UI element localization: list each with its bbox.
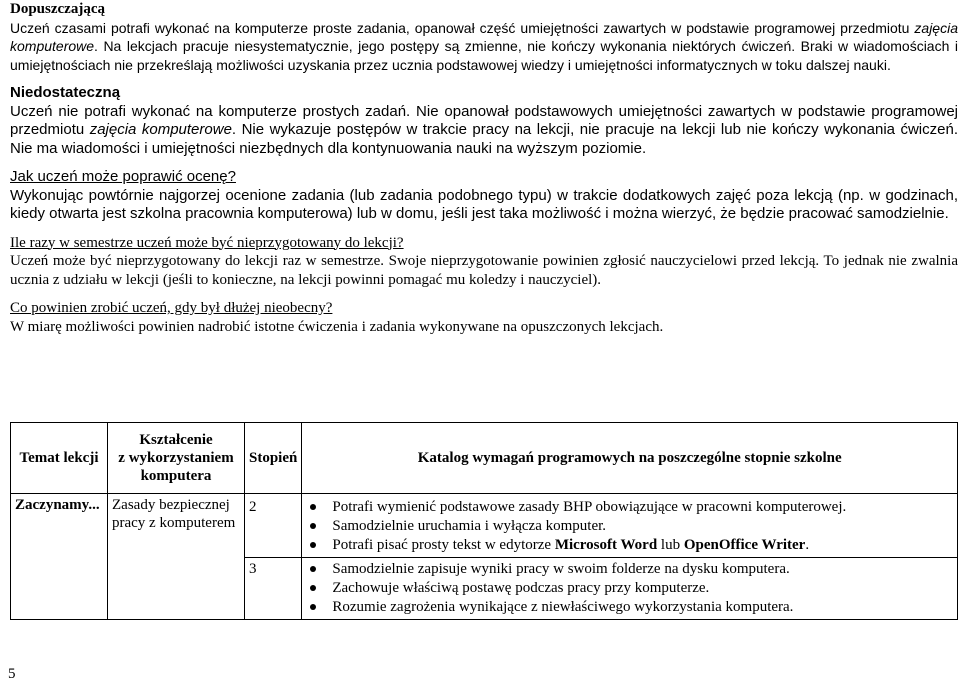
- header-computer-education: [108, 423, 245, 494]
- answer-paragraph: Uczeń może być nieprzygotowany do lekcji raz w semestrze. Swoje nieprzygotowanie powinien zgłosić nauczycielowi przed lekcją. To jednak nie zwalnia ucznia z udziału w lekcji (jeśli to konieczne, na lekcji powinni pomagać mu koledzy i nauczyciel).: [10, 253, 958, 288]
- document-page: [10, 0, 958, 615]
- grade-cell: 2: [245, 494, 302, 558]
- header-topic: Temat lekcji: [11, 423, 108, 494]
- item-text: .: [805, 537, 810, 553]
- software-name: Microsoft Word: [554, 537, 658, 553]
- section-title: Niedostateczną: [10, 84, 121, 101]
- header-grade: Stopień: [245, 423, 302, 494]
- list-item: [332, 536, 953, 554]
- section-poprawa: [10, 168, 958, 224]
- list-item: Samodzielnie zapisuje wyniki pracy w swoim folderze na dysku komputera.: [332, 560, 953, 578]
- section-paragraph: [10, 19, 958, 75]
- table-row: [11, 494, 958, 558]
- question-heading: Jak uczeń może poprawić ocenę?: [10, 168, 236, 185]
- header-catalog: Katalog wymagań programowych na poszczególne stopnie szkolne: [302, 423, 958, 494]
- paragraph-text: Uczeń nie potrafi wykonać na komputerze prostych zadań. Nie opanował podstawowych umiejętności zawartych w podstawie programowej przedmiotu: [10, 102, 958, 138]
- subject-name: zajęcia komputerowe: [89, 121, 232, 138]
- software-name: OpenOffice Writer: [683, 537, 806, 553]
- lesson-topic-cell: Zaczynamy...: [11, 494, 108, 620]
- section-paragraph: [10, 103, 958, 159]
- requirements-cell: [302, 558, 958, 620]
- header-line: z wykorzystaniem: [118, 450, 234, 466]
- section-niedostateczna: [10, 84, 958, 158]
- list-item: Potrafi wymienić podstawowe zasady BHP obowiązujące w pracowni komputerowej.: [332, 498, 953, 516]
- answer-paragraph: Wykonując powtórnie najgorzej ocenione zadania (lub zadania podobnego typu) w trakcie dodatkowych zajęć poza lekcją (np. w godzinach, kiedy otwarta jest szkolna pracownia komputerowa) lub w domu, jeśli jest taka możliwość i można wierzyć, że będzie pracować samodzielnie.: [10, 186, 958, 222]
- paragraph-text: Uczeń czasami potrafi wykonać na komputerze proste zadania, opanował część umiejętności zawartych w podstawie programowej przedmiotu: [10, 19, 915, 36]
- requirements-list: [306, 496, 953, 554]
- question-heading: Ile razy w semestrze uczeń może być nieprzygotowany do lekcji?: [10, 234, 404, 251]
- header-line: komputera: [140, 468, 212, 484]
- item-text: lub: [657, 537, 684, 553]
- header-line: Kształcenie: [139, 432, 213, 448]
- requirements-list: [306, 560, 953, 616]
- list-item: Samodzielnie uruchamia i wyłącza komputer.: [332, 517, 953, 535]
- computer-education-cell: Zasady bezpiecznej pracy z komputerem: [108, 494, 245, 620]
- requirements-table: [10, 422, 958, 620]
- subject-name: zajęcia komputerowe: [10, 19, 958, 54]
- section-nieobecnosc: [10, 299, 958, 336]
- item-text: Potrafi pisać prosty tekst w edytorze: [332, 537, 555, 553]
- paragraph-text: . Nie wykazuje postępów w trakcie pracy na lekcji, nie pracuje na lekcji lub nie kończy wykonania ćwiczeń. Nie ma wiadomości i umiejętności niezbędnych dla kontynuowania nauki na wyższym poziomie.: [10, 121, 958, 157]
- section-nieprzygotowanie: [10, 234, 958, 290]
- list-item: Zachowuje właściwą postawę podczas pracy przy komputerze.: [332, 579, 953, 597]
- grade-cell: 3: [245, 558, 302, 620]
- page-number: 5: [8, 666, 16, 682]
- section-dopuszczajaca: [10, 0, 958, 74]
- paragraph-text: . Na lekcjach pracuje niesystematycznie, jego postępy są zmienne, nie kończy wykonania niektórych ćwiczeń. Braki w wiadomościach i umiejętnościach nie przekreślają możliwości uzyskania przez ucznia podstawowej wiedzy i umiejętności informatycznych w toku dalszej nauki.: [10, 38, 958, 73]
- answer-paragraph: W miarę możliwości powinien nadrobić istotne ćwiczenia i zadania wykonywane na opuszczonych lekcjach.: [10, 318, 664, 335]
- section-title: Dopuszczającą: [10, 1, 105, 17]
- question-heading: Co powinien zrobić uczeń, gdy był dłużej nieobecny?: [10, 300, 333, 316]
- list-item: Rozumie zagrożenia wynikające z niewłaściwego wykorzystania komputera.: [332, 598, 953, 616]
- requirements-cell: [302, 494, 958, 558]
- table-header-row: [11, 423, 958, 494]
